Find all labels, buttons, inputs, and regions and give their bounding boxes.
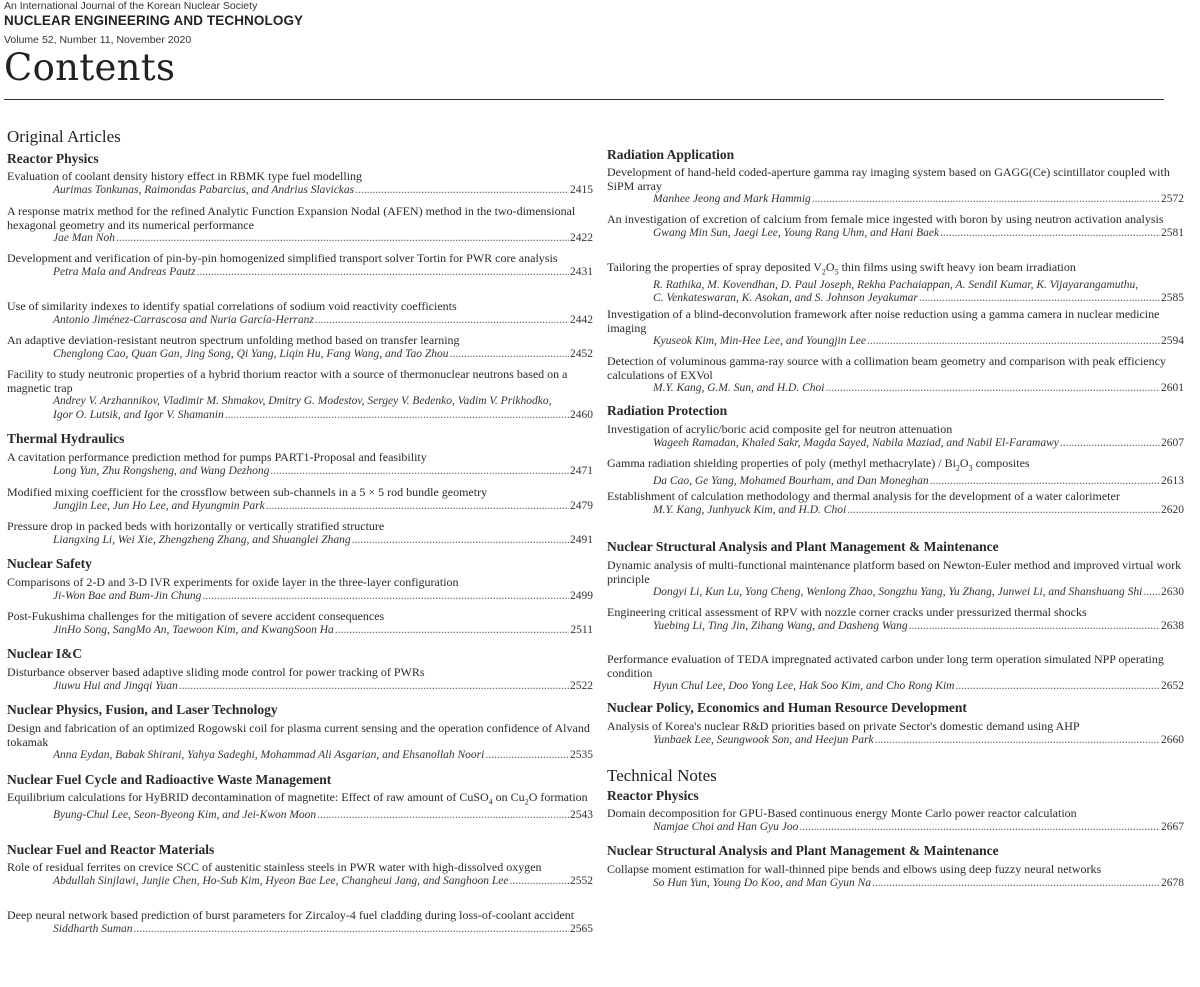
article-authors: Yuebing Li, Ting Jin, Zihang Wang, and Dasheng Wang — [653, 619, 908, 632]
leader-dots — [867, 335, 1160, 349]
article-authors: Kyuseok Kim, Min-Hee Lee, and Youngjin Lee — [653, 335, 866, 347]
page-number: 2535 — [570, 749, 593, 761]
article-authors: So Hun Yun, Young Do Koo, and Man Gyun Na — [653, 876, 871, 889]
article-authors: Dongyi Li, Kun Lu, Yong Cheng, Wenlong Zhao, Songzhu Yang, Yu Zhang, Junwei Li, and Shanshuang Shi — [653, 586, 1143, 598]
article-authors-line1: Andrey V. Arzhannikov, Vladimir M. Shmakov, Dmitry G. Modestov, Sergey V. Bedenko, Vadim V. Prikhodko, — [53, 395, 552, 407]
volume-info: Volume 52, Number 11, November 2020 — [4, 34, 192, 46]
toc-entry[interactable] — [607, 423, 1184, 450]
page-number: 2613 — [1161, 474, 1184, 487]
leader-dots — [875, 734, 1160, 748]
leader-dots — [1143, 586, 1160, 600]
page-number: 2652 — [1161, 680, 1184, 692]
article-title — [607, 261, 1184, 279]
page-number: 2431 — [570, 265, 593, 278]
leader-dots — [812, 193, 1160, 207]
section-fuel-materials: Nuclear Fuel and Reactor Materials — [7, 842, 215, 857]
toc-entry[interactable] — [607, 355, 1184, 396]
toc-entry[interactable] — [607, 457, 1184, 488]
leader-dots — [196, 266, 569, 280]
leader-dots — [116, 232, 569, 246]
page-number: 2620 — [1161, 503, 1184, 516]
article-authors: Petra Mala and Andreas Pautz — [53, 265, 196, 278]
article-authors: C. Venkateswaran, K. Asokan, and S. Johnson Jeyakumar — [653, 292, 918, 305]
article-authors: Yunbaek Lee, Seungwook Son, and Heejun Park — [653, 733, 874, 746]
article-authors: Manhee Jeong and Mark Hammig — [653, 193, 811, 205]
section-policy: Nuclear Policy, Economics and Human Resource Development — [607, 700, 967, 715]
article-title: Dynamic analysis of multi-functional maintenance platform based on Newton-Euler method and improved virtual work principle — [607, 558, 1182, 586]
article-authors: Byung-Chul Lee, Seon-Byeong Kim, and Jei-Kwon Moon — [53, 808, 317, 821]
article-title: Deep neural network based prediction of burst parameters for Zircaloy-4 fuel cladding during loss-of-coolant accident — [7, 908, 575, 922]
page-number: 2660 — [1161, 733, 1184, 746]
article-authors: Gwang Min Sun, Jaegi Lee, Young Rang Uhm, and Hani Baek — [653, 226, 940, 239]
toc-entry[interactable] — [7, 722, 593, 763]
article-authors-line1: R. Rathika, M. Kovendhan, D. Paul Joseph, Rekha Pachaiappan, A. Sendil Kumar, K. Vijayarangamuthu, — [653, 278, 1139, 291]
toc-entry[interactable] — [7, 861, 593, 888]
leader-dots — [202, 590, 569, 604]
article-title: Establishment of calculation methodology and thermal analysis for the development of a water calorimeter — [607, 489, 1120, 503]
article-title: Pressure drop in packed beds with horizontally or vertically stratified structure — [7, 519, 385, 533]
page-number: 2585 — [1161, 292, 1184, 305]
page-title: Contents — [4, 46, 176, 89]
toc-entry[interactable] — [607, 490, 1184, 517]
section-nuclear-ic: Nuclear I&C — [7, 646, 83, 661]
leader-dots — [509, 875, 569, 889]
article-title-part: O formation — [528, 790, 588, 804]
toc-entry[interactable] — [607, 720, 1184, 747]
section-fusion: Nuclear Physics, Fusion, and Laser Technology — [7, 702, 278, 717]
leader-dots — [134, 923, 569, 937]
journal-name: NUCLEAR ENGINEERING AND TECHNOLOGY — [4, 13, 304, 28]
toc-entry[interactable] — [7, 791, 593, 822]
page-number: 2607 — [1161, 436, 1184, 449]
toc-entry[interactable] — [607, 863, 1184, 890]
page-number: 2565 — [570, 922, 593, 935]
section-nuclear-safety: Nuclear Safety — [7, 556, 92, 571]
section-tn-structural-analysis: Nuclear Structural Analysis and Plant Management & Maintenance — [607, 843, 999, 858]
page-number: 2479 — [570, 499, 593, 512]
toc-entry[interactable] — [607, 261, 1184, 306]
article-authors: Antonio Jiménez-Carrascosa and Nuria García-Herranz — [53, 313, 314, 326]
page-number: 2581 — [1161, 226, 1184, 239]
article-authors: Abdullah Sinjlawi, Junjie Chen, Ho-Sub Kim, Hyeon Bae Lee, Changheui Jang, and Sanghoon Lee — [53, 874, 509, 887]
article-authors: Hyun Chul Lee, Doo Yong Lee, Hak Soo Kim, and Cho Rong Kim — [653, 680, 955, 692]
page-number: 2442 — [570, 313, 593, 326]
toc-entry[interactable] — [7, 666, 593, 693]
toc-entry[interactable] — [7, 909, 593, 936]
section-tn-reactor-physics: Reactor Physics — [607, 788, 699, 803]
article-title-part: Gamma radiation shielding properties of poly (methyl methacrylate) / Bi — [607, 456, 956, 470]
page-number: 2499 — [570, 589, 593, 602]
leader-dots — [955, 680, 1160, 694]
article-title: Detection of voluminous gamma-ray source with a collimation beam geometry and comparison with peak efficiency calculations of EXVol — [607, 354, 1166, 382]
section-radiation-application: Radiation Application — [607, 147, 735, 162]
subscript: 5 — [834, 267, 839, 277]
article-title: Collapse moment estimation for wall-thinned pipe bends and elbows using deep fuzzy neural networks — [607, 862, 1102, 876]
page-number: 2678 — [1161, 876, 1184, 889]
leader-dots — [1060, 437, 1160, 451]
technical-notes-heading: Technical Notes — [607, 766, 717, 785]
article-title: An adaptive deviation-resistant neutron spectrum unfolding method based on transfer learning — [7, 333, 460, 347]
section-radiation-protection: Radiation Protection — [607, 403, 728, 418]
article-title: Performance evaluation of TEDA impregnated activated carbon under long term operation simulated NPP operating condition — [607, 652, 1164, 680]
article-authors: Jungjin Lee, Jun Ho Lee, and Hyungmin Park — [53, 499, 265, 512]
article-authors: Aurimas Tonkunas, Raimondas Pabarcius, and Andrius Slavickas — [53, 183, 355, 196]
section-reactor-physics: Reactor Physics — [7, 151, 99, 166]
toc-entry[interactable] — [7, 170, 593, 197]
toc-entry[interactable] — [7, 205, 593, 246]
page-number: 2638 — [1161, 619, 1184, 632]
article-authors: M.Y. Kang, Junhyuck Kim, and H.D. Choi — [653, 503, 847, 516]
article-title: Evaluation of coolant density history effect in RBMK type fuel modelling — [7, 169, 363, 183]
article-title: Analysis of Korea's nuclear R&D priorities based on private Sector's domestic demand using AHP — [607, 719, 1080, 733]
page-number: 2522 — [570, 679, 593, 692]
article-authors: Jae Man Noh — [53, 232, 115, 244]
article-title-part: Equilibrium calculations for HyBRID decontamination of magnetite: Effect of raw amount of CuSO — [7, 790, 489, 804]
article-title: Modified mixing coefficient for the crossflow between sub-channels in a 5 × 5 rod bundle geometry — [7, 485, 488, 499]
article-authors: Anna Eydan, Babak Shirani, Yahya Sadeghi, Mohammad Ali Asgarian, and Ehsanollah Noori — [53, 749, 485, 761]
article-authors: Siddharth Suman — [53, 922, 133, 935]
article-authors: Namjae Choi and Han Gyu Joo — [653, 820, 799, 833]
article-authors: Ji-Won Bae and Bum-Jin Chung — [53, 589, 202, 602]
page-number: 2491 — [570, 533, 593, 546]
page-number: 2415 — [570, 183, 593, 196]
section-structural-analysis: Nuclear Structural Analysis and Plant Management & Maintenance — [607, 539, 999, 554]
article-title-part: O — [959, 456, 969, 470]
article-title: Comparisons of 2-D and 3-D IVR experiments for oxide layer in the three-layer configuration — [7, 575, 459, 589]
article-authors: M.Y. Kang, G.M. Sun, and H.D. Choi — [653, 382, 825, 394]
article-authors: JinHo Song, SangMo An, Taewoon Kim, and KwangSoon Ha — [53, 623, 334, 636]
page-number: 2511 — [570, 623, 593, 636]
leader-dots — [266, 500, 569, 514]
leader-dots — [847, 504, 1160, 518]
leader-dots — [799, 821, 1160, 835]
header-divider — [4, 99, 1164, 100]
article-authors: Da Cao, Ge Yang, Mohamed Bourham, and Dan Moneghan — [653, 474, 929, 487]
leader-dots — [485, 749, 569, 763]
leader-dots — [919, 292, 1160, 306]
toc-entry[interactable] — [607, 807, 1184, 834]
leader-dots — [315, 314, 569, 328]
leader-dots — [225, 409, 569, 423]
article-title: Investigation of acrylic/boric acid composite gel for neutron attenuation — [607, 422, 953, 436]
page-number: 2543 — [570, 808, 593, 821]
leader-dots — [909, 620, 1160, 634]
page-number: 2460 — [570, 408, 593, 421]
article-title: Domain decomposition for GPU-Based continuous energy Monte Carlo power reactor calculation — [607, 806, 1077, 820]
original-articles-heading: Original Articles — [7, 127, 121, 146]
article-title: Facility to study neutronic properties of a hybrid thorium reactor with a source of thermonuclear neutrons based on a magnetic trap — [7, 367, 568, 395]
section-fuel-cycle: Nuclear Fuel Cycle and Radioactive Waste Management — [7, 772, 332, 787]
toc-entry[interactable] — [607, 213, 1184, 240]
article-title: Development and verification of pin-by-pin homogenized simplified transport solver Tortin for PWR core analysis — [7, 251, 558, 265]
article-title: An investigation of excretion of calcium from female mice ingested with boron by using neutron activation analysis — [607, 212, 1164, 226]
article-title — [7, 791, 593, 809]
toc-entry[interactable] — [607, 308, 1184, 349]
article-title-part: on Cu — [492, 790, 525, 804]
leader-dots — [352, 534, 569, 548]
toc-entry[interactable] — [7, 520, 593, 547]
article-title-part: Tailoring the properties of spray deposited V — [607, 260, 822, 274]
subscript: 2 — [821, 267, 826, 277]
page-number: 2452 — [570, 347, 593, 360]
toc-entry[interactable] — [7, 576, 593, 603]
article-title: Development of hand-held coded-aperture gamma ray imaging system based on GAGG(Ce) scintillator coupled with SiPM array — [607, 165, 1170, 193]
subscript: 3 — [968, 463, 973, 473]
leader-dots — [825, 382, 1160, 396]
toc-entry[interactable] — [7, 610, 593, 637]
page-number: 2471 — [570, 464, 593, 477]
article-title: Investigation of a blind-deconvolution framework after noise reduction using a gamma camera in nuclear medicine imaging — [607, 307, 1160, 335]
leader-dots — [930, 475, 1160, 489]
article-authors: Long Yun, Zhu Rongsheng, and Wang Dezhong — [53, 464, 270, 477]
page-number: 2594 — [1161, 335, 1184, 347]
leader-dots — [270, 465, 569, 479]
article-title: A cavitation performance prediction method for pumps PART1-Proposal and feasibility — [7, 450, 427, 464]
article-title: Role of residual ferrites on crevice SCC of austenitic stainless steels in PWR water with high-dissolved oxygen — [7, 860, 542, 874]
journal-header — [4, 0, 303, 89]
page-number: 2422 — [570, 232, 593, 244]
article-title — [607, 457, 1184, 475]
section-thermal-hydraulics: Thermal Hydraulics — [7, 431, 125, 446]
page-number: 2667 — [1161, 820, 1184, 833]
page-number: 2572 — [1161, 193, 1184, 205]
leader-dots — [450, 348, 569, 362]
subscript: 2 — [955, 463, 960, 473]
article-title: Engineering critical assessment of RPV with nozzle corner cracks under pressurized thermal shocks — [607, 605, 1087, 619]
article-authors: Chenglong Cao, Quan Gan, Jing Song, Qi Yang, Liqin Hu, Fang Wang, and Tao Zhou — [53, 347, 449, 360]
toc-entry[interactable] — [607, 166, 1184, 207]
subscript: 2 — [524, 797, 529, 807]
article-title-part: composites — [972, 456, 1030, 470]
subscript: 4 — [488, 797, 493, 807]
article-authors: Liangxing Li, Wei Xie, Zhengzheng Zhang, and Shuanglei Zhang — [53, 533, 351, 546]
article-title-part: O — [825, 260, 835, 274]
leader-dots — [179, 680, 569, 694]
toc-entry[interactable] — [7, 334, 593, 361]
toc-entry[interactable] — [7, 451, 593, 478]
article-authors: Wageeh Ramadan, Khaled Sakr, Magda Sayed, Nabila Maziad, and Nabil El-Faramawy — [653, 436, 1059, 449]
article-title-part: thin films using swift heavy ion beam irradiation — [838, 260, 1076, 274]
article-title: A response matrix method for the refined Analytic Function Expansion Nodal (AFEN) method in the two-dimensional hexagonal geometry and its numerical performance — [7, 204, 576, 232]
toc-entry[interactable] — [607, 606, 1184, 633]
article-title: Disturbance observer based adaptive sliding mode control for power tracking of PWRs — [7, 665, 425, 679]
leader-dots — [940, 227, 1160, 241]
leader-dots — [872, 877, 1160, 891]
leader-dots — [355, 184, 569, 198]
toc-entry[interactable] — [7, 368, 593, 422]
toc-entry[interactable] — [7, 486, 593, 513]
toc-entry[interactable] — [7, 300, 593, 327]
article-title: Design and fabrication of an optimized Rogowski coil for plasma current sensing and the operation confidence of Alvand tokamak — [7, 721, 590, 749]
toc-entry[interactable] — [607, 559, 1184, 600]
society-name: An International Journal of the Korean Nuclear Society — [4, 0, 258, 12]
article-title: Use of similarity indexes to identify spatial correlations of sodium void reactivity coefficients — [7, 299, 457, 313]
page-number: 2630 — [1161, 586, 1184, 598]
article-authors: Igor O. Lutsik, and Igor V. Shamanin — [53, 408, 224, 421]
leader-dots — [335, 624, 570, 638]
page-number: 2552 — [570, 874, 593, 887]
page-number: 2601 — [1161, 382, 1184, 394]
leader-dots — [317, 809, 569, 823]
toc-entry[interactable] — [7, 252, 593, 279]
toc-entry[interactable] — [607, 653, 1184, 694]
article-authors: Jiuwu Hui and Jingqi Yuan — [53, 679, 178, 692]
article-title: Post-Fukushima challenges for the mitigation of severe accident consequences — [7, 609, 385, 623]
